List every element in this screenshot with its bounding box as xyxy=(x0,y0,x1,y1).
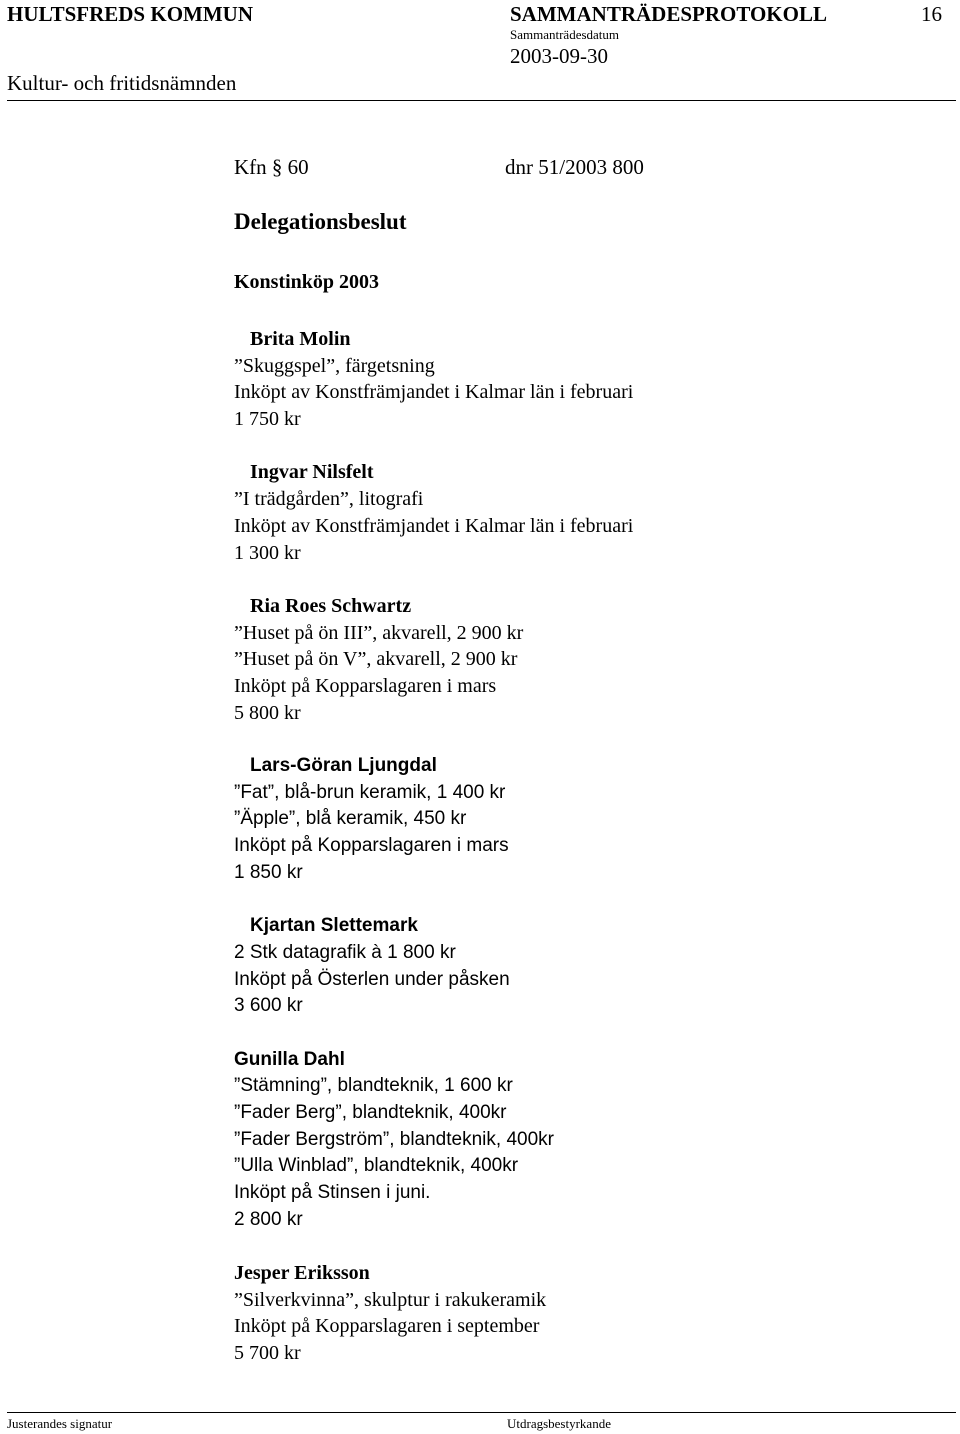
artwork-line: ”Ulla Winblad”, blandteknik, 400kr xyxy=(234,1155,519,1177)
purchase-list xyxy=(234,326,934,1394)
total-amount: 5 800 kr xyxy=(234,701,301,724)
artist-name: Brita Molin xyxy=(250,328,351,350)
artwork-line: ”Silverkvinna”, skulptur i rakukeramik xyxy=(234,1288,547,1311)
artwork-line: ”Fader Bergström”, blandteknik, 400kr xyxy=(234,1128,554,1150)
extract-certification-label: Utdragsbestyrkande xyxy=(507,1416,611,1431)
section-heading: Konstinköp 2003 xyxy=(234,271,380,293)
artist-name: Kjartan Slettemark xyxy=(250,915,418,937)
purchase-entry xyxy=(234,459,934,566)
purchase-entry xyxy=(234,1260,934,1367)
footer-divider xyxy=(7,1412,956,1413)
artwork-line: ”Stämning”, blandteknik, 1 600 kr xyxy=(234,1075,513,1097)
meeting-date-label: Sammanträdesdatum xyxy=(510,27,620,42)
total-amount: 1 850 kr xyxy=(234,861,303,883)
purchase-note: Inköpt på Kopparslagaren i mars xyxy=(234,674,497,697)
registration-number: dnr 51/2003 800 xyxy=(505,155,644,179)
artwork-line: ”Huset på ön III”, akvarell, 2 900 kr xyxy=(234,621,524,644)
artwork-line: ”Huset på ön V”, akvarell, 2 900 kr xyxy=(234,648,518,671)
artwork-line: ”I trädgården”, litografi xyxy=(234,488,424,511)
purchase-entry xyxy=(234,593,934,726)
board-name: Kultur- och fritidsnämnden xyxy=(7,71,237,95)
purchase-entry xyxy=(234,753,934,886)
total-amount: 3 600 kr xyxy=(234,995,303,1017)
page-number: 16 xyxy=(921,2,942,26)
purchase-entry xyxy=(234,913,934,1020)
artwork-line: ”Skuggspel”, färgetsning xyxy=(234,354,435,377)
paragraph-reference: Kfn § 60 xyxy=(234,155,309,179)
artist-name: Ria Roes Schwartz xyxy=(250,594,412,617)
purchase-entry xyxy=(234,326,934,433)
purchase-note: Inköpt av Konstfrämjandet i Kalmar län i februari xyxy=(234,514,634,537)
total-amount: 1 750 kr xyxy=(234,408,301,431)
artwork-line: ”Fader Berg”, blandteknik, 400kr xyxy=(234,1101,507,1123)
document-type: SAMMANTRÄDESPROTOKOLL xyxy=(510,2,827,26)
page-title: Delegationsbeslut xyxy=(234,209,407,234)
total-amount: 1 300 kr xyxy=(234,541,301,564)
artwork-line: ”Äpple”, blå keramik, 450 kr xyxy=(234,808,467,830)
signature-label: Justerandes signatur xyxy=(7,1416,113,1431)
artist-name: Gunilla Dahl xyxy=(234,1048,345,1070)
meeting-date: 2003-09-30 xyxy=(510,44,608,68)
municipality-name: HULTSFREDS KOMMUN xyxy=(7,2,254,26)
artist-name: Ingvar Nilsfelt xyxy=(250,461,374,484)
artwork-line: ”Fat”, blå-brun keramik, 1 400 kr xyxy=(234,781,506,803)
purchase-note: Inköpt på Österlen under påsken xyxy=(234,968,510,990)
purchase-note: Inköpt på Kopparslagaren i september xyxy=(234,1315,540,1338)
artist-name: Lars-Göran Ljungdal xyxy=(250,755,437,776)
total-amount: 2 800 kr xyxy=(234,1208,303,1230)
purchase-entry xyxy=(234,1047,934,1234)
purchase-note: Inköpt på Stinsen i juni. xyxy=(234,1182,431,1203)
artwork-line: 2 Stk datagrafik à 1 800 kr xyxy=(234,941,456,963)
purchase-note: Inköpt på Kopparslagaren i mars xyxy=(234,835,509,857)
artist-name: Jesper Eriksson xyxy=(234,1262,370,1285)
purchase-note: Inköpt av Konstfrämjandet i Kalmar län i februari xyxy=(234,381,634,404)
header-divider xyxy=(7,100,956,101)
total-amount: 5 700 kr xyxy=(234,1342,301,1365)
